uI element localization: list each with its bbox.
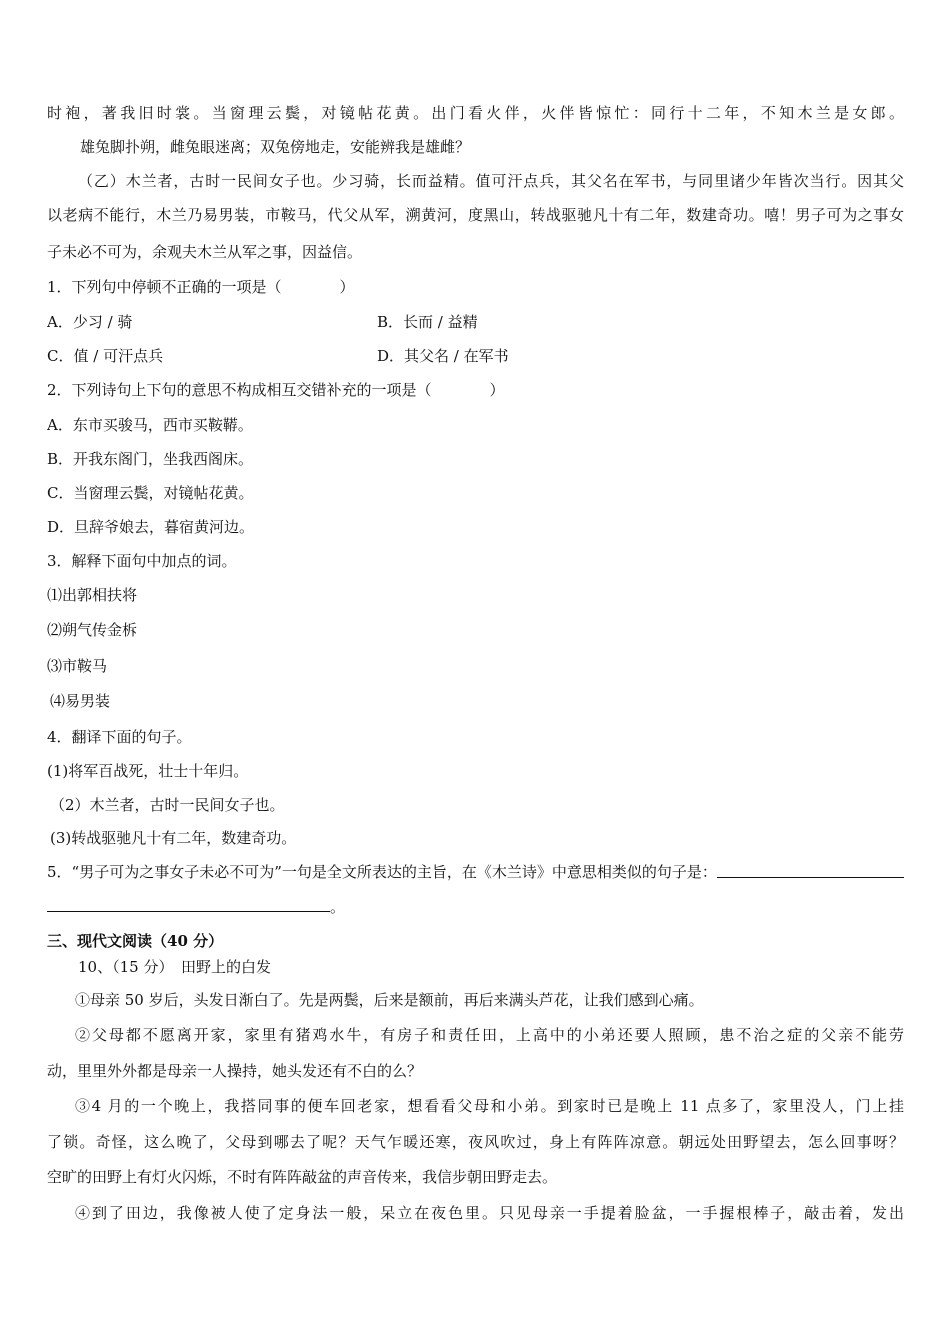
section-3-title: 三、现代文阅读（40 分） [47, 932, 224, 950]
passage-b-line-1: （乙）木兰者，古时一民间女子也。少习骑，长而益精。值可汗点兵，其父名在军书，与同里诸少年皆次当行。因其父 [78, 172, 904, 190]
question-3-item-3: ⑶市鞍马 [47, 657, 108, 675]
question-1-stem-text: 1．下列句中停顿不正确的一项是（ [47, 278, 282, 296]
passage-b-line-3: 子未必不可为，余观夫木兰从军之事，因益信。 [47, 243, 363, 261]
question-3-item-2: ⑵朔气传金柝 [47, 621, 138, 639]
question-5-stem [47, 862, 904, 882]
poem-line-2: 雄兔脚扑朔，雌兔眼迷离；双兔傍地走，安能辨我是雄雌？ [80, 138, 471, 156]
question-1-option-c: C．值 / 可汗点兵 [47, 347, 164, 365]
essay-paragraph-3-line-3: 空旷的田野上有灯火闪烁，不时有阵阵敲盆的声音传来，我信步朝田野走去。 [47, 1168, 558, 1186]
question-1-option-a: A．少习 / 骑 [47, 313, 133, 331]
question-3-item-4: ⑷易男装 [50, 692, 111, 710]
question-2-option-c: C．当窗理云鬓，对镜帖花黄。 [47, 484, 254, 502]
question-1-option-d: D．其父名 / 在军书 [377, 347, 509, 365]
question-2-option-a: A．东市买骏马，西市买鞍鞯。 [47, 416, 253, 434]
essay-title: 10、（15 分） 田野上的白发 [78, 958, 271, 976]
essay-paragraph-3-line-2: 了锁。奇怪，这么晚了，父母到哪去了呢？天气乍暖还寒，夜风吹过，身上有阵阵凉意。朝远处田野望去，怎么回事呀？ [47, 1133, 904, 1151]
question-5-end: 。 [330, 898, 346, 916]
answer-blank-line-1[interactable] [717, 862, 904, 878]
question-3-item-1: ⑴出郭相扶将 [47, 586, 138, 604]
question-1-stem [47, 277, 904, 297]
essay-paragraph-2-line-1: ②父母都不愿离开家，家里有猪鸡水牛，有房子和责任田，上高中的小弟还要人照顾，患不治之症的父亲不能劳 [75, 1026, 904, 1044]
question-4-item-1: (1)将军百战死，壮士十年归。 [47, 762, 249, 780]
essay-paragraph-2-line-2: 动，里里外外都是母亲一人操持，她头发还有不白的么？ [47, 1062, 423, 1080]
question-5-stem-text: 5．“男子可为之事女子未必不可为”一句是全文所表达的主旨，在《木兰诗》中意思相类似的句子是： [47, 863, 717, 881]
question-2-stem-text: 2．下列诗句上下句的意思不构成相互交错补充的一项是（ [47, 381, 432, 399]
question-2-stem-close: ） [489, 381, 505, 399]
question-1-option-b: B．长而 / 益精 [377, 313, 478, 331]
answer-blank-line-2[interactable] [47, 896, 330, 912]
passage-b-line-2: 以老病不能行，木兰乃易男装，市鞍马，代父从军，溯黄河，度黑山，转战驱驰凡十有二年，数建奇功。嘻！男子可为之事女 [47, 206, 904, 224]
question-4-item-2: （2）木兰者，古时一民间女子也。 [50, 796, 285, 814]
question-2-stem [47, 380, 904, 400]
essay-paragraph-1: ①母亲 50 岁后，头发日渐白了。先是两鬓，后来是额前，再后来满头芦花，让我们感到心痛。 [75, 991, 704, 1009]
essay-paragraph-3-line-1: ③4 月的一个晚上，我搭同事的便车回老家，想看看父母和小弟。到家时已是晚上 11 点多了，家里没人，门上挂 [75, 1097, 904, 1115]
question-4-stem: 4．翻译下面的句子。 [47, 728, 192, 746]
essay-paragraph-4-line-1: ④到了田边，我像被人使了定身法一般，呆立在夜色里。只见母亲一手提着脸盆，一手握根棒子，敲击着，发出 [75, 1204, 904, 1222]
poem-line-1: 时袍，著我旧时裳。当窗理云鬓，对镜帖花黄。出门看火伴，火伴皆惊忙：同行十二年，不知木兰是女郎。 [47, 104, 904, 122]
question-2-option-b: B．开我东阁门，坐我西阁床。 [47, 450, 254, 468]
question-5-line-2 [47, 896, 904, 917]
question-2-option-d: D．旦辞爷娘去，暮宿黄河边。 [47, 518, 255, 536]
question-4-item-3: (3)转战驱驰凡十有二年，数建奇功。 [50, 829, 297, 847]
question-3-stem: 3．解释下面句中加点的词。 [47, 552, 237, 570]
question-1-stem-close: ） [339, 278, 355, 296]
